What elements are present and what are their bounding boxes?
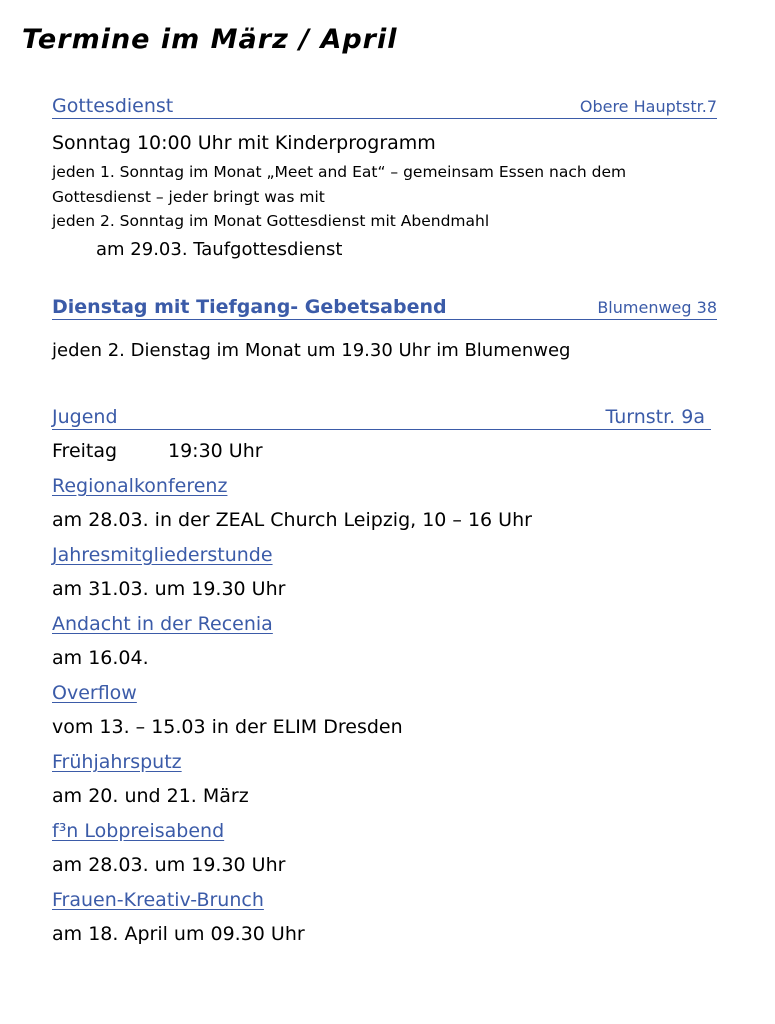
section-heading-dienstag: Dienstag mit Tiefgang- Gebetsabend — [52, 296, 447, 318]
event-text: vom 13. – 15.03 in der ELIM Dresden — [52, 716, 403, 738]
event-title-jahresmitgliederstunde[interactable]: Jahresmitgliederstunde — [52, 544, 273, 566]
section-header-gottesdienst — [52, 92, 717, 119]
event-text: am 31.03. um 19.30 Uhr — [52, 578, 286, 600]
section-heading-jugend: Jugend — [52, 406, 118, 428]
event-text: am 16.04. — [52, 647, 149, 669]
jugend-time: 19:30 Uhr — [168, 440, 263, 462]
gottesdienst-line: Sonntag 10:00 Uhr mit Kinderprogramm — [52, 132, 436, 154]
event-title-frauen-kreativ-brunch[interactable]: Frauen-Kreativ-Brunch — [52, 889, 264, 911]
jugend-day: Freitag — [52, 440, 118, 462]
section-address-dienstag: Blumenweg 38 — [597, 298, 717, 317]
section-heading-gottesdienst: Gottesdienst — [52, 95, 174, 117]
event-text: am 18. April um 09.30 Uhr — [52, 923, 305, 945]
jugend-schedule — [52, 440, 263, 462]
section-address-jugend: Turnstr. 9a — [605, 406, 705, 428]
event-text: am 28.03. in der ZEAL Church Leipzig, 10 – 16 Uhr — [52, 509, 532, 531]
event-title-fruehjahrsputz[interactable]: Frühjahrsputz — [52, 751, 182, 773]
section-header-dienstag — [52, 293, 717, 320]
section-header-jugend — [52, 403, 711, 430]
gottesdienst-line: jeden 1. Sonntag im Monat „Meet and Eat“ – gemeinsam Essen nach dem — [52, 163, 627, 181]
event-title-andacht[interactable]: Andacht in der Recenia — [52, 613, 273, 635]
event-title-overflow[interactable]: Overflow — [52, 682, 137, 704]
gottesdienst-line: Gottesdienst – jeder bringt was mit — [52, 188, 325, 206]
event-text: am 28.03. um 19.30 Uhr — [52, 854, 286, 876]
page-title: Termine im März / April — [22, 24, 398, 55]
event-title-lobpreisabend[interactable]: f³n Lobpreisabend — [52, 820, 225, 842]
gottesdienst-line: am 29.03. Taufgottesdienst — [96, 239, 343, 260]
gottesdienst-line: jeden 2. Sonntag im Monat Gottesdienst mit Abendmahl — [52, 212, 490, 230]
section-address-gottesdienst: Obere Hauptstr.7 — [579, 97, 717, 116]
dienstag-text: jeden 2. Dienstag im Monat um 19.30 Uhr im Blumenweg — [52, 340, 571, 361]
event-text: am 20. und 21. März — [52, 785, 249, 807]
event-title-regionalkonferenz[interactable]: Regionalkonferenz — [52, 475, 228, 497]
